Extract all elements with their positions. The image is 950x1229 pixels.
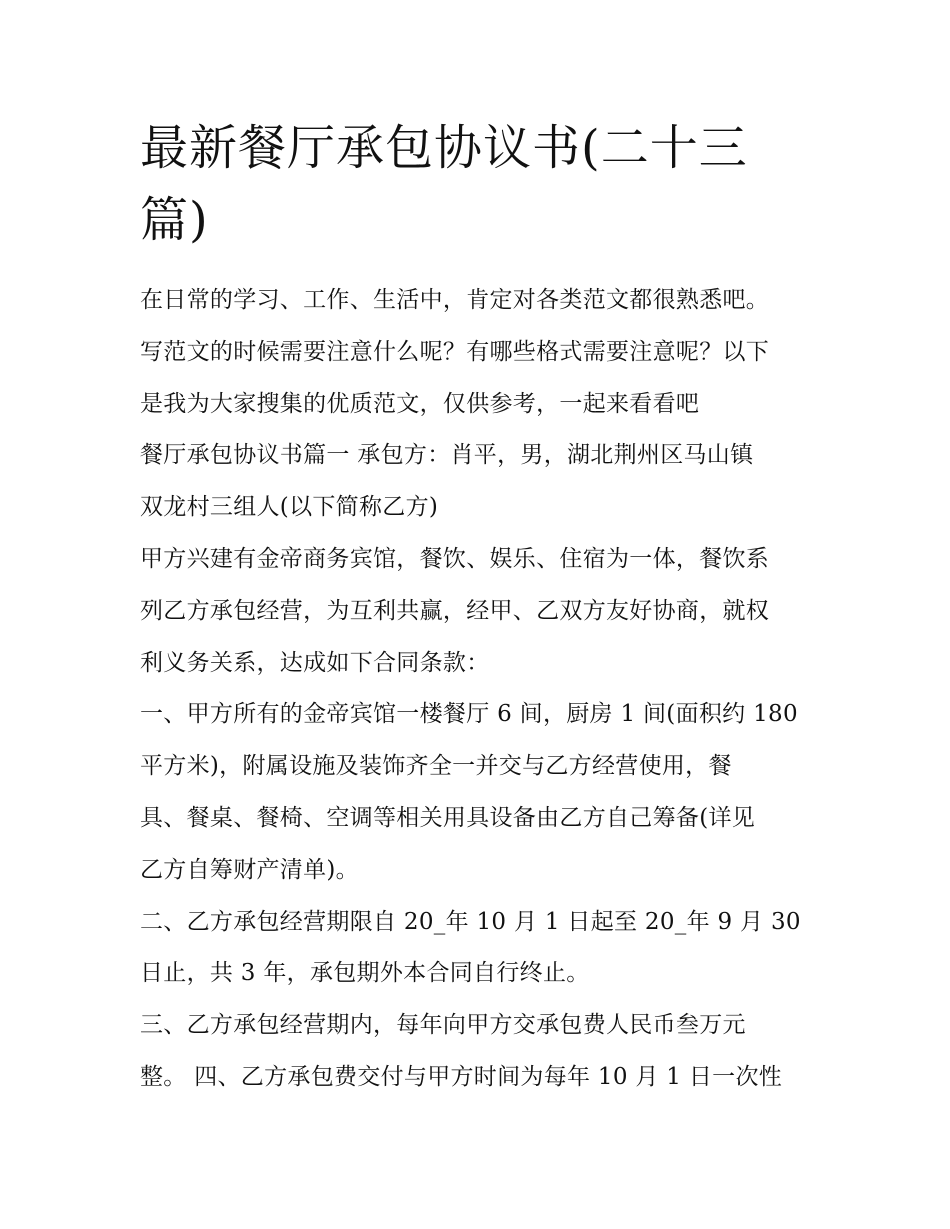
body-line: 三、乙方承包经营期内，每年向甲方交承包费人民币叁万元 [140,1012,746,1039]
body-line: 列乙方承包经营，为互利共赢，经甲、乙双方友好协商，就权 [140,597,770,624]
document-body [140,279,830,1108]
body-line: 具、餐桌、餐椅、空调等相关用具设备由乙方自己筹备(详见 [140,804,756,831]
body-line: 餐厅承包协议书篇一 承包方：肖平，男，湖北荆州区马山镇 [140,442,754,469]
title-line: 篇) [140,192,209,248]
body-line: 是我为大家搜集的优质范文，仅供参考，一起来看看吧 [140,390,700,417]
title-line: 最新餐厅承包协议书(二十三 [140,120,748,176]
body-line: 甲方兴建有金帝商务宾馆，餐饮、娱乐、住宿为一体，餐饮系 [140,545,770,572]
body-line: 双龙村三组人(以下简称乙方) [140,494,439,521]
body-line: 在日常的学习、工作、生活中，肯定对各类范文都很熟悉吧。 [140,287,770,313]
document-title [140,112,820,256]
body-line: 日止，共 3 年，承包期外本合同自行终止。 [140,960,590,987]
body-line: 整。 四、乙方承包费交付与甲方时间为每年 10 月 1 日一次性 [140,1063,783,1090]
body-line: 平方米)，附属设施及装饰齐全一并交与乙方经营使用，餐 [140,753,732,780]
body-line: 利义务关系，达成如下合同条款： [140,649,490,676]
body-line: 写范文的时候需要注意什么呢？有哪些格式需要注意呢？以下 [140,338,770,365]
body-line: 乙方自筹财产清单)。 [140,856,359,883]
body-line: 一、甲方所有的金帝宾馆一楼餐厅 6 间，厨房 1 间(面积约 180 [140,701,798,728]
body-line: 二、乙方承包经营期限自 20_年 10 月 1 日起至 20_年 9 月 30 [140,908,801,935]
